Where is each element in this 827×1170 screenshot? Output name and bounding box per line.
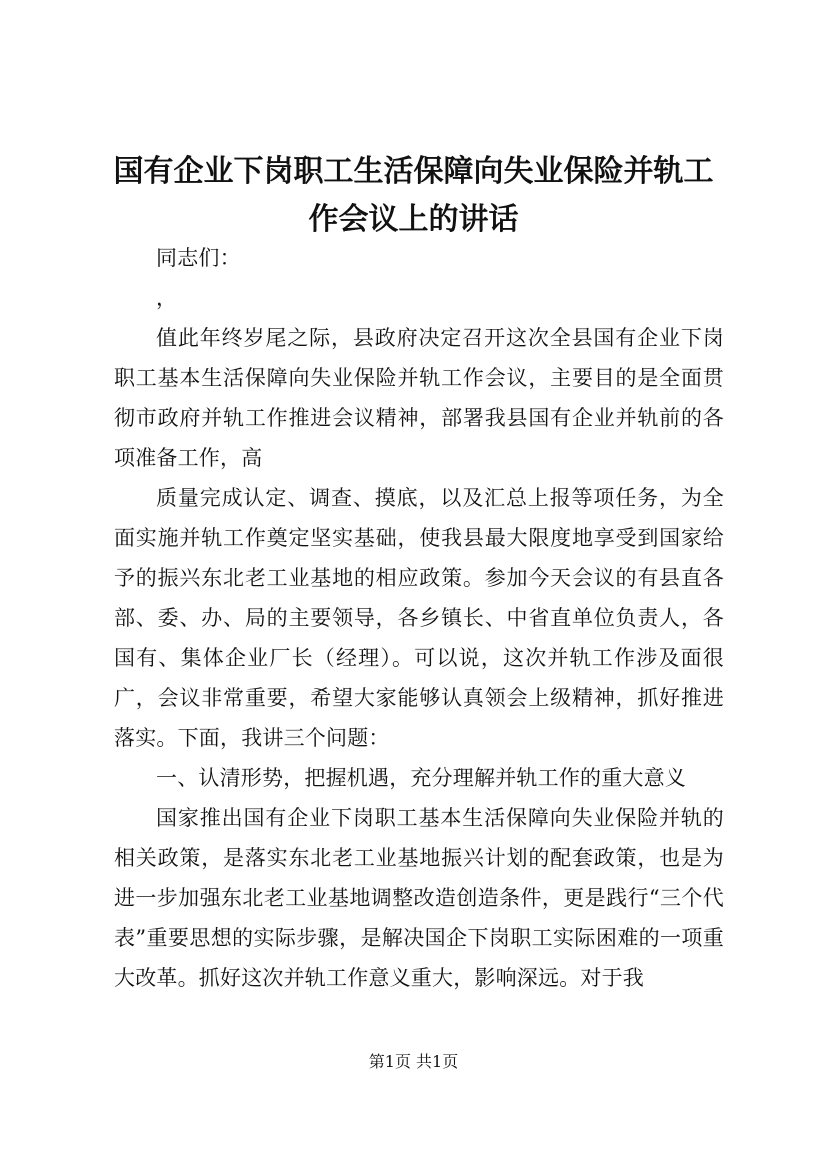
salutation: 同志们：	[156, 246, 241, 270]
paragraph: 质量完成认定、调查、摸底，以及汇总上报等项任务，为全面实施并轨工作奠定坚实基础，使我县最大限度地享受到国家给予的振兴东北老工业基地的相应政策。参加今天会议的有县直各部、委、办、局的主要领导，各乡镇长、中省直单位负责人，各国有、集体企业厂长（经理）。可以说，这次并轨工作涉及面很广，会议非常重要，希望大家能够认真领会上级精神，抓好推进落实。下面，我讲三个问题：	[114, 486, 724, 750]
page-footer: 第1页 共1页	[368, 1052, 459, 1071]
document-body	[114, 238, 724, 998]
paragraph: 值此年终岁尾之际，县政府决定召开这次全县国有企业下岗职工基本生活保障向失业保险并轨工作会议，主要目的是全面贯彻市政府并轨工作推进会议精神，部署我县国有企业并轨前的各项准备工作，高	[114, 326, 724, 470]
paragraph: 国家推出国有企业下岗职工基本生活保障向失业保险并轨的相关政策，是落实东北老工业基地振兴计划的配套政策，也是为进一步加强东北老工业基地调整改造创造条件，更是践行“三个代表”重要思想的实际步骤，是解决国企下岗职工实际困难的一项重大改革。抓好这次并轨工作意义重大，影响深远。对于我	[114, 806, 724, 990]
document-title: 国有企业下岗职工生活保障向失业保险并轨工作会议上的讲话	[113, 154, 714, 237]
stray-comma: ，	[156, 286, 178, 310]
section-heading: 一、认清形势，把握机遇，充分理解并轨工作的重大意义	[156, 766, 686, 790]
